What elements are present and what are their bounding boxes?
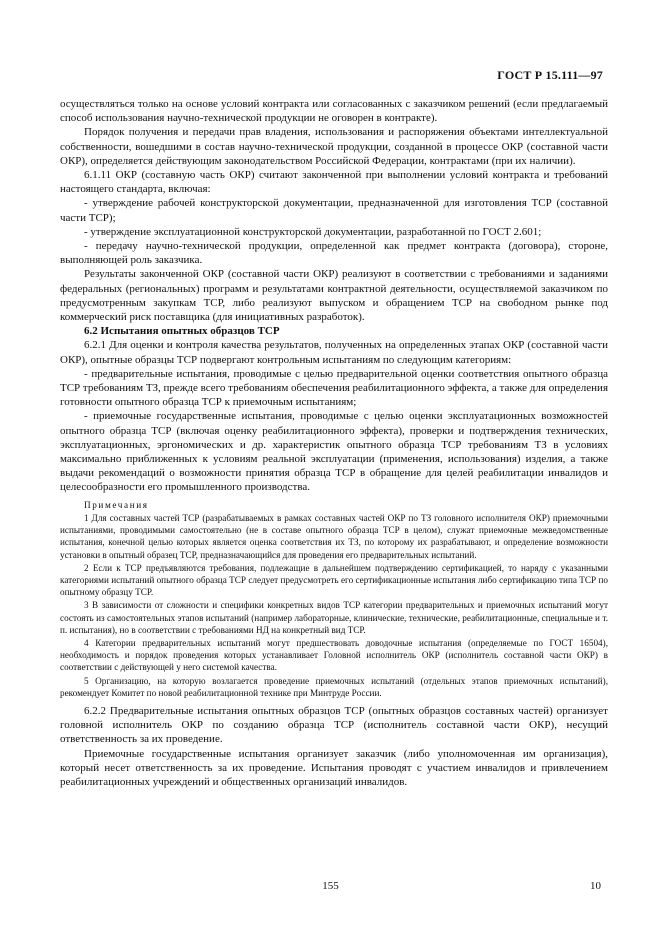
page-number-right: 10 [590, 880, 601, 892]
note-item: 2 Если к ТСР предъявляются требования, подлежащие в дальнейшем подтверждению сертификацией, то наряду с указанными категориями испытаний опытного образца ТСР следует предусмотреть его сертификационные испытания либо сертификацию типа ТСР по опытному образцу ТСР. [60, 562, 608, 598]
paragraph: Приемочные государственные испытания организует заказчик (либо уполномоченная им организация), который несет ответственность за их проведение. Испытания проводят с участием инвалидов и привлечением реабилитационных учреждений и общественных организаций инвалидов. [60, 747, 608, 788]
paragraph: 6.2.1 Для оценки и контроля качества результатов, полученных на определенных этапах ОКР (составной части ОКР), опытные образцы ТСР подвергают контрольным испытаниям по следующим категориям: [60, 339, 608, 366]
note-item: 3 В зависимости от сложности и специфики конкретных видов ТСР категории предварительных и приемочных испытаний могут состоять из самостоятельных этапов испытаний (например лабораторные, клинические, технические, реабилитационные, специальные и т. п. испытания), но в соответствии с требованиями НД на конкретный вид ТСР. [60, 600, 608, 635]
list-item: - предварительные испытания, проводимые с целью предварительной оценки соответствия опытного образца ТСР требованиям ТЗ, прежде всего требованиям обеспечения реабилитационного эффекта, а также для определения готовности опытного образца ТСР к приемочным испытаниям; [60, 367, 609, 409]
note-item: 4 Категории предварительных испытаний могут предшествовать доводочные испытания (определяемые по ГОСТ 16504), необходимость и порядок проведения которых устанавливает Головной исполнитель ОКР (исполнитель составной части ОКР) в соответствии с действующей у него системой качества. [60, 637, 608, 673]
list-item: - утверждение эксплуатационной конструкторской документации, разработанной по ГОСТ 2.601; [84, 225, 542, 238]
notes-title: Примечания [84, 499, 149, 510]
note-item: 1 Для составных частей ТСР (разрабатываемых в рамках составных частей ОКР по ТЗ головного исполнителя ОКР) приемочными испытаниями, проводимыми самостоятельно (не в составе опытного образца ТСР в целом), служат приемочные межведомственные испытания, конечной целью которых является оценка соответствия их ТЗ, по которому их разрабатывают, и определение возможности установки в опытный образец ТСР, предназначающийся для проведения его предварительных испытаний. [60, 512, 608, 560]
paragraph: Порядок получения и передачи прав владения, использования и распоряжения объектами интеллектуальной собственности, вошедшими в состав научно-технической продукции, созданной в процессе ОКР (составной части ОКР), определяется действующим законодательством Российской Федерации, контрактами (при их наличии). [60, 126, 608, 167]
page-body [60, 97, 608, 789]
paragraph: осуществляться только на основе условий контракта или согласованных с заказчиком решений (если предлагаемый способ использования научно-технической продукции не оговорен в контракте). [60, 98, 608, 125]
list-item: - приемочные государственные испытания, проводимые с целью оценки эксплуатационных возможностей опытного образца ТСР (включая оценку реабилитационного эффекта), проверки и подтверждения технических, эксплуатационных, эргономических и др. характеристик опытного образца ТСР требованиям ТЗ в условиях максимально приближенных к условиям реальной эксплуатации (применения, использования) изделия, а также выдачи рекомендаций о возможности принятия образца ТСР в обращение для целей реабилитации инвалидов и целесообразности его промышленного производства. [60, 410, 608, 494]
note-item: 5 Организацию, на которую возлагается проведение приемочных испытаний (отдельных этапов приемочных испытаний), рекомендует Комитет по новой реабилитационной технике при Минтруде России. [60, 675, 608, 698]
page-number-center: 155 [322, 880, 339, 892]
document-header-number: ГОСТ Р 15.111—97 [497, 68, 603, 82]
notes-block [60, 499, 608, 699]
section-heading: 6.2 Испытания опытных образцов ТСР [84, 325, 280, 338]
paragraph: 6.2.2 Предварительные испытания опытных образцов ТСР (опытных образцов составных частей) организует головной исполнитель ОКР по созданию образца ТСР (исполнитель составной части ОКР), несущий ответственность за их проведение. [60, 704, 608, 746]
list-item: - утверждение рабочей конструкторской документации, предназначенной для изготовления ТСР (составной части ТСР); [60, 197, 608, 224]
list-item: - передачу научно-технической продукции, определенной как предмет контракта (договора), стороне, выполняющей роль заказчика. [60, 240, 608, 267]
paragraph: Результаты законченной ОКР (составной части ОКР) реализуют в соответствии с требованиями и заданиями федеральных (региональных) программ и результатами контрактной деятельности, осуществляемой заказчиком по предусмотренным закупкам ТСР, либо реализуют выпуском и обращением ТСР на свободном рынке под коммерческий риск поставщика (для инициативных разработок). [60, 268, 608, 324]
paragraph: 6.1.11 ОКР (составную часть ОКР) считают законченной при выполнении условий контракта и требований настоящего стандарта, включая: [60, 169, 608, 196]
